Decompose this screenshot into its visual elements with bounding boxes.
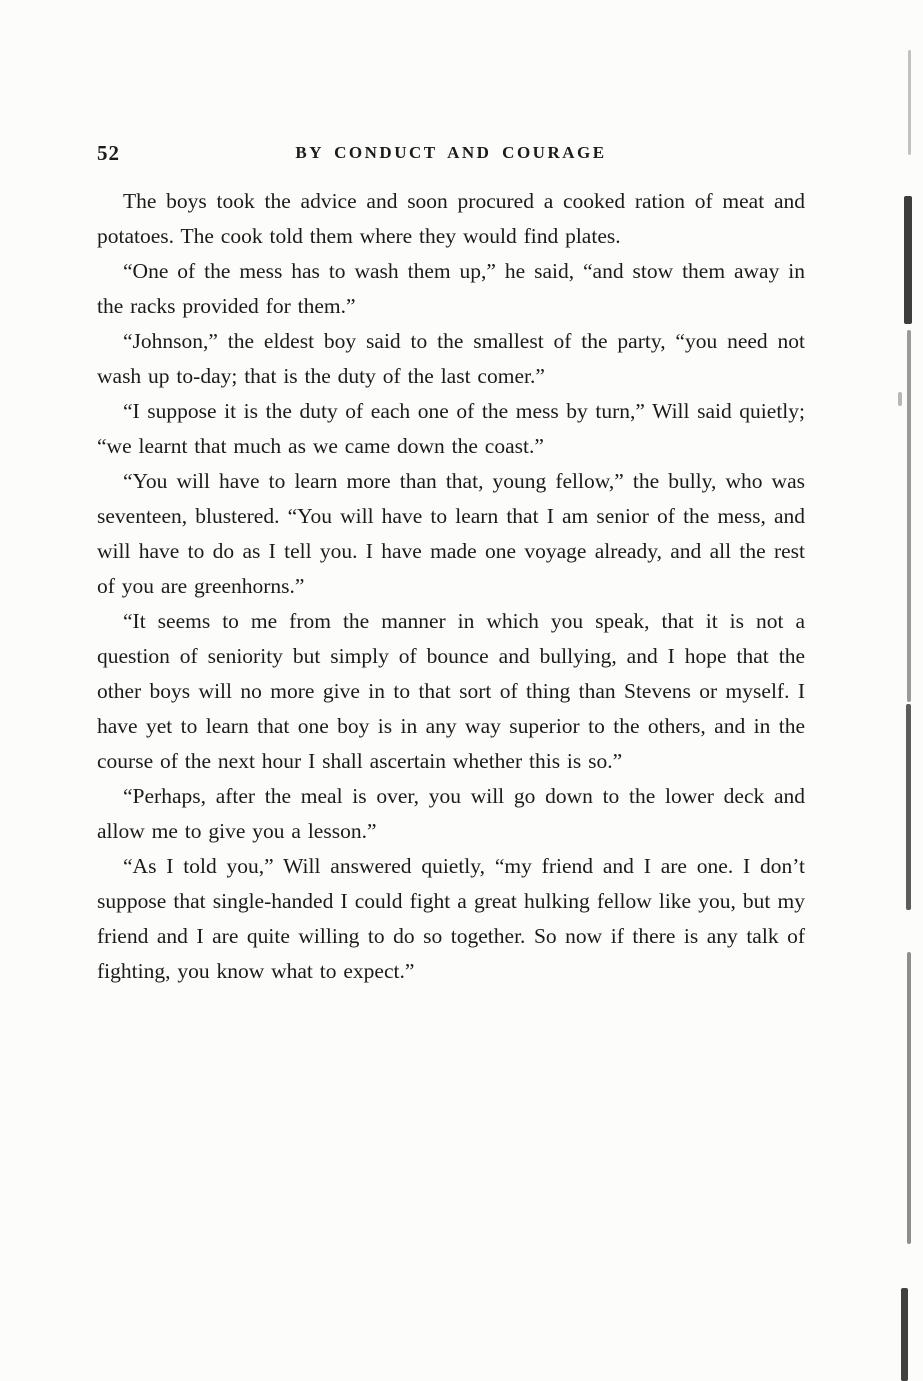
paragraph: “I suppose it is the duty of each one of the mess by turn,” Will said quietly; “we learnt that much as we came down the coast.” <box>97 399 805 458</box>
paragraph: The boys took the advice and soon procured a cooked ration of meat and potatoes. The cook told them where they would find plates. <box>97 189 805 248</box>
running-title: BY CONDUCT AND COURAGE <box>295 143 607 162</box>
paragraph: “You will have to learn more than that, young fellow,” the bully, who was seventeen, blustered. “You will have to learn that I am senior of the mess, and will have to do as I tell you. I have made one voyage already, and all the rest of you are greenhorns.” <box>97 469 805 598</box>
scan-edge-mark <box>904 196 912 324</box>
scan-edge-mark <box>901 1288 908 1381</box>
scan-edge-mark <box>898 392 902 406</box>
scan-edge-mark <box>907 952 911 1244</box>
page-number: 52 <box>97 141 120 165</box>
page-body <box>97 184 805 989</box>
paragraph: “Perhaps, after the meal is over, you will go down to the lower deck and allow me to give you a lesson.” <box>97 784 805 843</box>
paragraph: “One of the mess has to wash them up,” he said, “and stow them away in the racks provided for them.” <box>97 259 805 318</box>
paragraph: “As I told you,” Will answered quietly, “my friend and I are one. I don’t suppose that single-handed I could fight a great hulking fellow like you, but my friend and I are quite willing to do so together. So now if there is any talk of fighting, you know what to expect.” <box>97 854 805 983</box>
paragraph: “It seems to me from the manner in which you speak, that it is not a question of seniority but simply of bounce and bullying, and I hope that the other boys will no more give in to that sort of thing than Stevens or myself. I have yet to learn that one boy is in any way superior to the others, and in the course of the next hour I shall ascertain whether this is so.” <box>97 609 805 773</box>
paragraph: “Johnson,” the eldest boy said to the smallest of the party, “you need not wash up to-day; that is the duty of the last comer.” <box>97 329 805 388</box>
scan-edge-mark <box>908 50 911 155</box>
scan-edge-mark <box>907 330 911 702</box>
running-head <box>97 140 805 168</box>
scan-edge-mark <box>906 704 911 910</box>
